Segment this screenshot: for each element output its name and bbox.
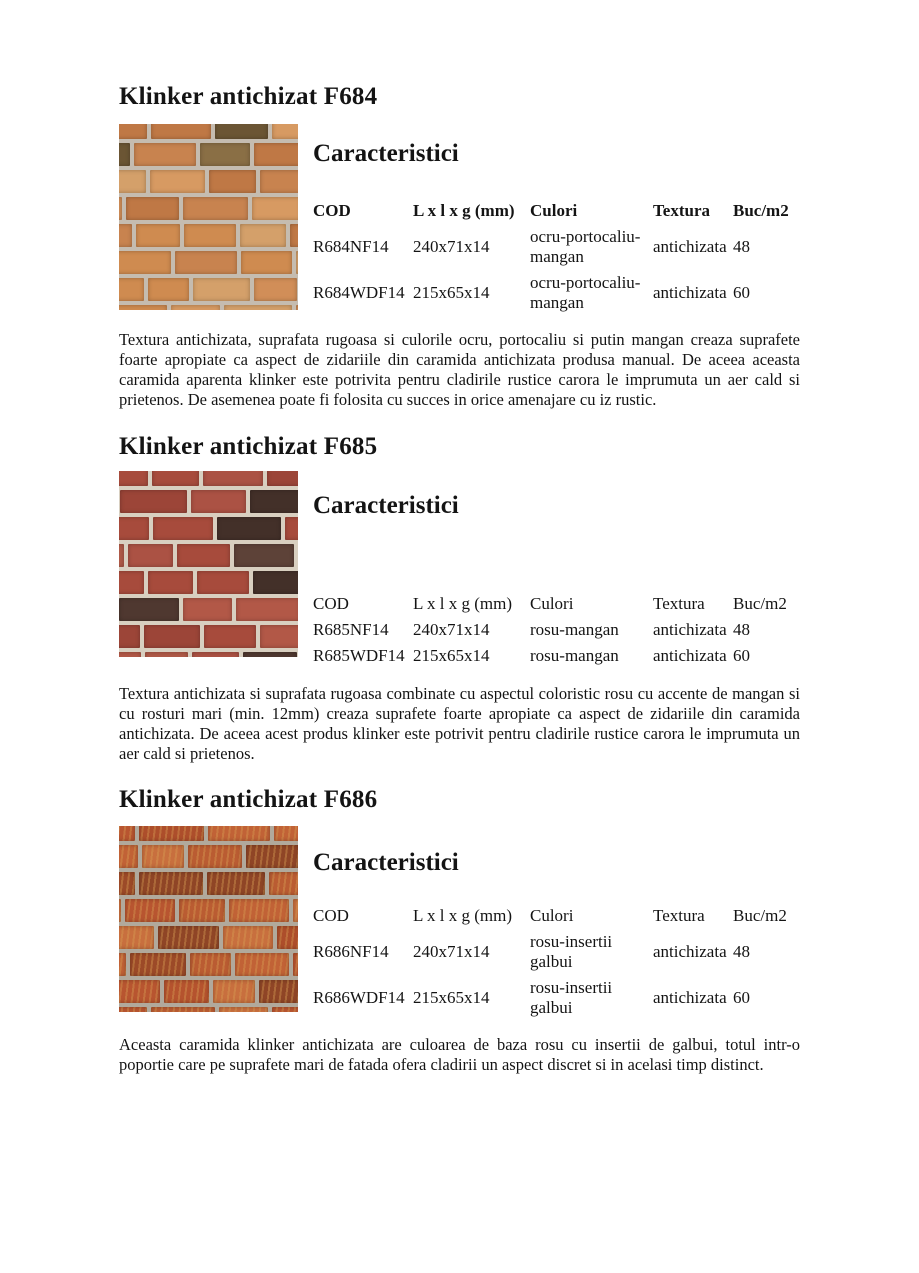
cell-textura: antichizata	[653, 942, 727, 961]
cell-dims: 215x65x14	[413, 646, 490, 665]
product-image-f686	[119, 826, 298, 1012]
col-header-culori: Culori	[530, 594, 574, 613]
col-header-buc: Buc/m2	[733, 906, 787, 925]
product-image-f685	[119, 471, 298, 657]
table-header-row	[313, 591, 793, 617]
section-f686	[119, 786, 800, 1075]
col-header-textura: Textura	[653, 594, 705, 613]
col-header-dims: L x l x g (mm)	[413, 906, 512, 925]
section-description: Aceasta caramida klinker antichizata are culoarea de baza rosu cu insertii de galbui, totul intr-o poportie care pe suprafete mari de fatada ofera cladirii un aspect discret si in acelasi timp distinct.	[119, 1035, 800, 1074]
col-header-culori: Culori	[530, 201, 578, 220]
col-header-textura: Textura	[653, 906, 705, 925]
spec-table	[313, 591, 793, 669]
cell-textura: antichizata	[653, 237, 727, 256]
cell-buc: 60	[733, 283, 750, 302]
cell-buc: 60	[733, 988, 750, 1007]
col-header-cod: COD	[313, 906, 349, 925]
col-header-cod: COD	[313, 201, 351, 220]
section-heading: Klinker antichizat F686	[119, 786, 378, 813]
cell-culori: ocru-portocaliu-mangan	[530, 227, 641, 266]
section-heading: Klinker antichizat F684	[119, 83, 378, 110]
table-row	[313, 929, 793, 975]
cell-culori: ocru-portocaliu-mangan	[530, 273, 641, 312]
section-heading: Klinker antichizat F685	[119, 433, 378, 460]
table-row	[313, 617, 793, 643]
cell-buc: 48	[733, 942, 750, 961]
col-header-culori: Culori	[530, 906, 574, 925]
caracteristici-heading: Caracteristici	[313, 140, 459, 167]
document-page	[0, 83, 919, 1273]
col-header-dims: L x l x g (mm)	[413, 201, 515, 220]
cell-culori: rosu-mangan	[530, 646, 619, 665]
cell-cod: R686NF14	[313, 942, 389, 961]
caracteristici-heading: Caracteristici	[313, 492, 459, 519]
cell-cod: R685NF14	[313, 620, 389, 639]
cell-cod: R684NF14	[313, 237, 389, 256]
col-header-buc: Buc/m2	[733, 594, 787, 613]
cell-culori: rosu-insertii galbui	[530, 932, 613, 971]
section-f684	[119, 83, 800, 410]
table-row	[313, 224, 793, 270]
section-description: Textura antichizata si suprafata rugoasa combinate cu aspectul coloristic rosu cu accente de mangan si cu rosturi mari (min. 12mm) creaza suprafete foarte apropiate ca aspect de zidariile din caramida antichizata. De aceea acest produs klinker este potrivit pentru cladirile rustice carora le imprumuta un aer cald si prietenos.	[119, 684, 800, 763]
spec-table	[313, 198, 793, 316]
col-header-dims: L x l x g (mm)	[413, 594, 512, 613]
cell-buc: 48	[733, 620, 750, 639]
table-row	[313, 643, 793, 669]
cell-culori: rosu-insertii galbui	[530, 978, 613, 1017]
cell-textura: antichizata	[653, 620, 727, 639]
cell-cod: R686WDF14	[313, 988, 405, 1007]
cell-dims: 240x71x14	[413, 237, 490, 256]
col-header-cod: COD	[313, 594, 349, 613]
cell-dims: 215x65x14	[413, 988, 490, 1007]
col-header-textura: Textura	[653, 201, 710, 220]
table-header-row	[313, 903, 793, 929]
spec-table	[313, 903, 793, 1021]
cell-dims: 240x71x14	[413, 620, 490, 639]
product-image-f684	[119, 124, 298, 310]
table-row	[313, 270, 793, 316]
cell-textura: antichizata	[653, 988, 727, 1007]
cell-dims: 215x65x14	[413, 283, 490, 302]
table-header-row	[313, 198, 793, 224]
cell-culori: rosu-mangan	[530, 620, 619, 639]
section-f685	[119, 433, 800, 764]
cell-cod: R685WDF14	[313, 646, 405, 665]
caracteristici-heading: Caracteristici	[313, 849, 459, 876]
cell-buc: 60	[733, 646, 750, 665]
col-header-buc: Buc/m2	[733, 201, 789, 220]
cell-textura: antichizata	[653, 646, 727, 665]
cell-buc: 48	[733, 237, 750, 256]
cell-cod: R684WDF14	[313, 283, 405, 302]
section-description: Textura antichizata, suprafata rugoasa si culorile ocru, portocaliu si putin mangan creaza suprafete foarte apropiate ca aspect de zidariile din caramida antichizata produsa manual. De aceea aceasta caramida aparenta klinker este potrivita pentru cladirile rustice carora le imprumuta un aer cald si prietenos. De asemenea poate fi folosita cu succes in orice amenajare cu iz rustic.	[119, 330, 800, 409]
cell-textura: antichizata	[653, 283, 727, 302]
cell-dims: 240x71x14	[413, 942, 490, 961]
table-row	[313, 975, 793, 1021]
